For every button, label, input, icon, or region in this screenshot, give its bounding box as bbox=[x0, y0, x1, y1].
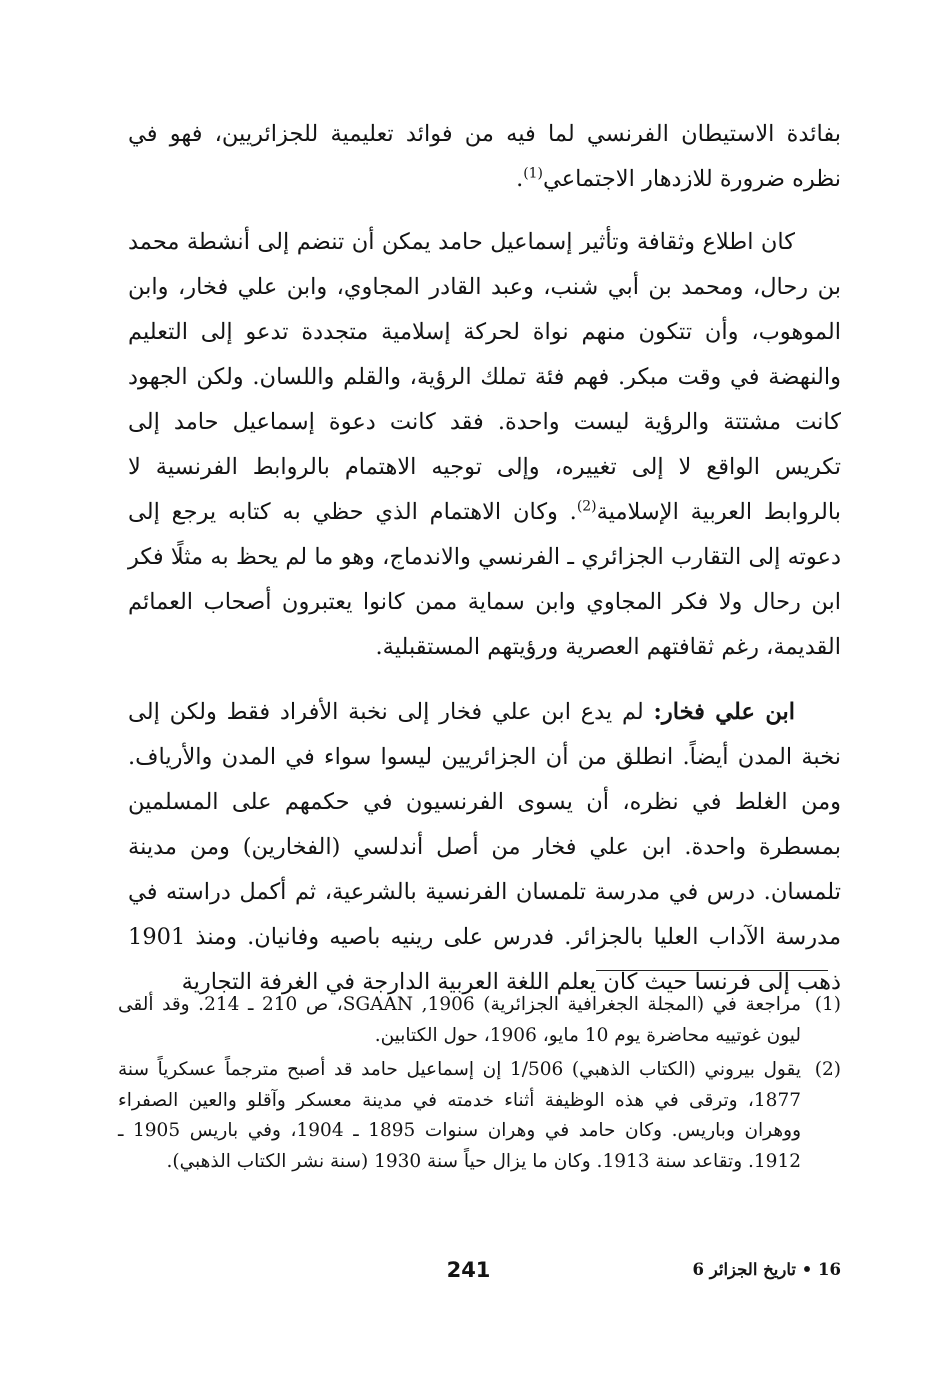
paragraph-continuation bbox=[128, 112, 841, 202]
paragraph-2-text-a: كان اطلاع وثقافة وتأثير إسماعيل حامد يمكن أن تنضم إلى أنشطة محمد بن رحال، ومحمد بن أبي شنب، وعبد القادر المجاوي، وابن علي فخار، وابن الموهوب، وأن تتكون منهم نواة لحركة إسلامية متجددة تدعو إلى التعليم والنهضة في وقت مبكر. فهم فئة تملك الرؤية، والقلم واللسان. ولكن الجهود كانت مشتتة والرؤية ليست واحدة. فقد كانت دعوة إسماعيل حامد إلى تكريس الواقع لا إلى تغييره، وإلى توجيه الاهتمام بالروابط الفرنسية لا بالروابط العربية الإسلامية bbox=[128, 229, 841, 525]
footnote-text: مراجعة في (المجلة الجغرافية الجزائرية) 1906, SGAAN، ص 210 ـ 214. وقد ألقى ليون غوتييه محاضرة يوم 10 مايو، 1906، حول الكتابين. bbox=[118, 994, 802, 1046]
paragraph-3-text: لم يدع ابن علي فخار إلى نخبة الأفراد فقط ولكن إلى نخبة المدن أيضاً. انطلق من أن الجزائريين ليسوا سواء في المدن والأرياف. ومن الغلط في نظره، أن يسوى الفرنسيون في حكمهم على المسلمين بمسطرة واحدة. ابن علي فخار من أصل أندلسي (الفخارين) ومن مدينة تلمسان. درس في مدرسة تلمسان الفرنسية بالشرعية، ثم أكمل دراسته في مدرسة الآداب العليا بالجزائر. فدرس على رينيه باصيه وفانيان. ومنذ 1901 ذهب إلى فرنسا حيث كان يعلم اللغة العربية الدارجة في الغرفة التجارية bbox=[128, 699, 841, 995]
section-lead-heading: ابن علي فخار: bbox=[653, 699, 795, 725]
page-number: 241 bbox=[446, 1258, 491, 1282]
paragraph-1-text: بفائدة الاستيطان الفرنسي لما فيه من فوائد تعليمية للجزائريين، فهو في نظره ضرورة للازدهار الاجتماعي bbox=[128, 121, 841, 192]
printer-signature: 16 • تاريخ الجزائر 6 bbox=[692, 1260, 841, 1279]
footnote-2 bbox=[118, 1055, 841, 1177]
page-body bbox=[128, 112, 841, 1375]
page-footer bbox=[96, 1258, 841, 1288]
paragraph-ismail-hamid bbox=[128, 220, 841, 670]
footnote-text: يقول بيروني (الكتاب الذهبي) 1/506 إن إسماعيل حامد قد أصبح مترجماً عسكرياً سنة 1877، وترقى في هذه الوظيفة أثناء خدمته في مدينة معسكر وآقلو والعين الصفراء ووهران وباريس. وكان حامد في وهران سنوات 1895 ـ 1904، وفي باريس 1905 ـ 1912. وتقاعد سنة 1913. وكان ما يزال حياً سنة 1930 (سنة نشر الكتاب الذهبي). bbox=[118, 1059, 802, 1172]
footnote-ref-1[interactable]: (1) bbox=[523, 165, 543, 182]
footnote-number: (1) bbox=[814, 994, 841, 1015]
footnotes bbox=[118, 990, 841, 1177]
footnote-separator bbox=[596, 970, 828, 971]
paragraph-1-end: . bbox=[516, 166, 524, 192]
paragraph-ibn-ali-fakhar bbox=[128, 690, 841, 1005]
footnote-1 bbox=[118, 990, 841, 1051]
paragraph-2-text-b: . وكان الاهتمام الذي حظي به كتابه يرجع إلى دعوته إلى التقارب الجزائري ـ الفرنسي والاندماج، وهو ما لم يحظ به مثلًا فكر ابن رحال ولا فكر المجاوي وابن سماية ممن كانوا يعتبرون أصحاب العمائم القديمة، رغم ثقافتهم العصرية ورؤيتهم المستقبلية. bbox=[128, 499, 841, 660]
footnote-ref-2[interactable]: (2) bbox=[576, 498, 597, 515]
footnote-number: (2) bbox=[814, 1059, 841, 1080]
main-text bbox=[128, 112, 841, 1005]
